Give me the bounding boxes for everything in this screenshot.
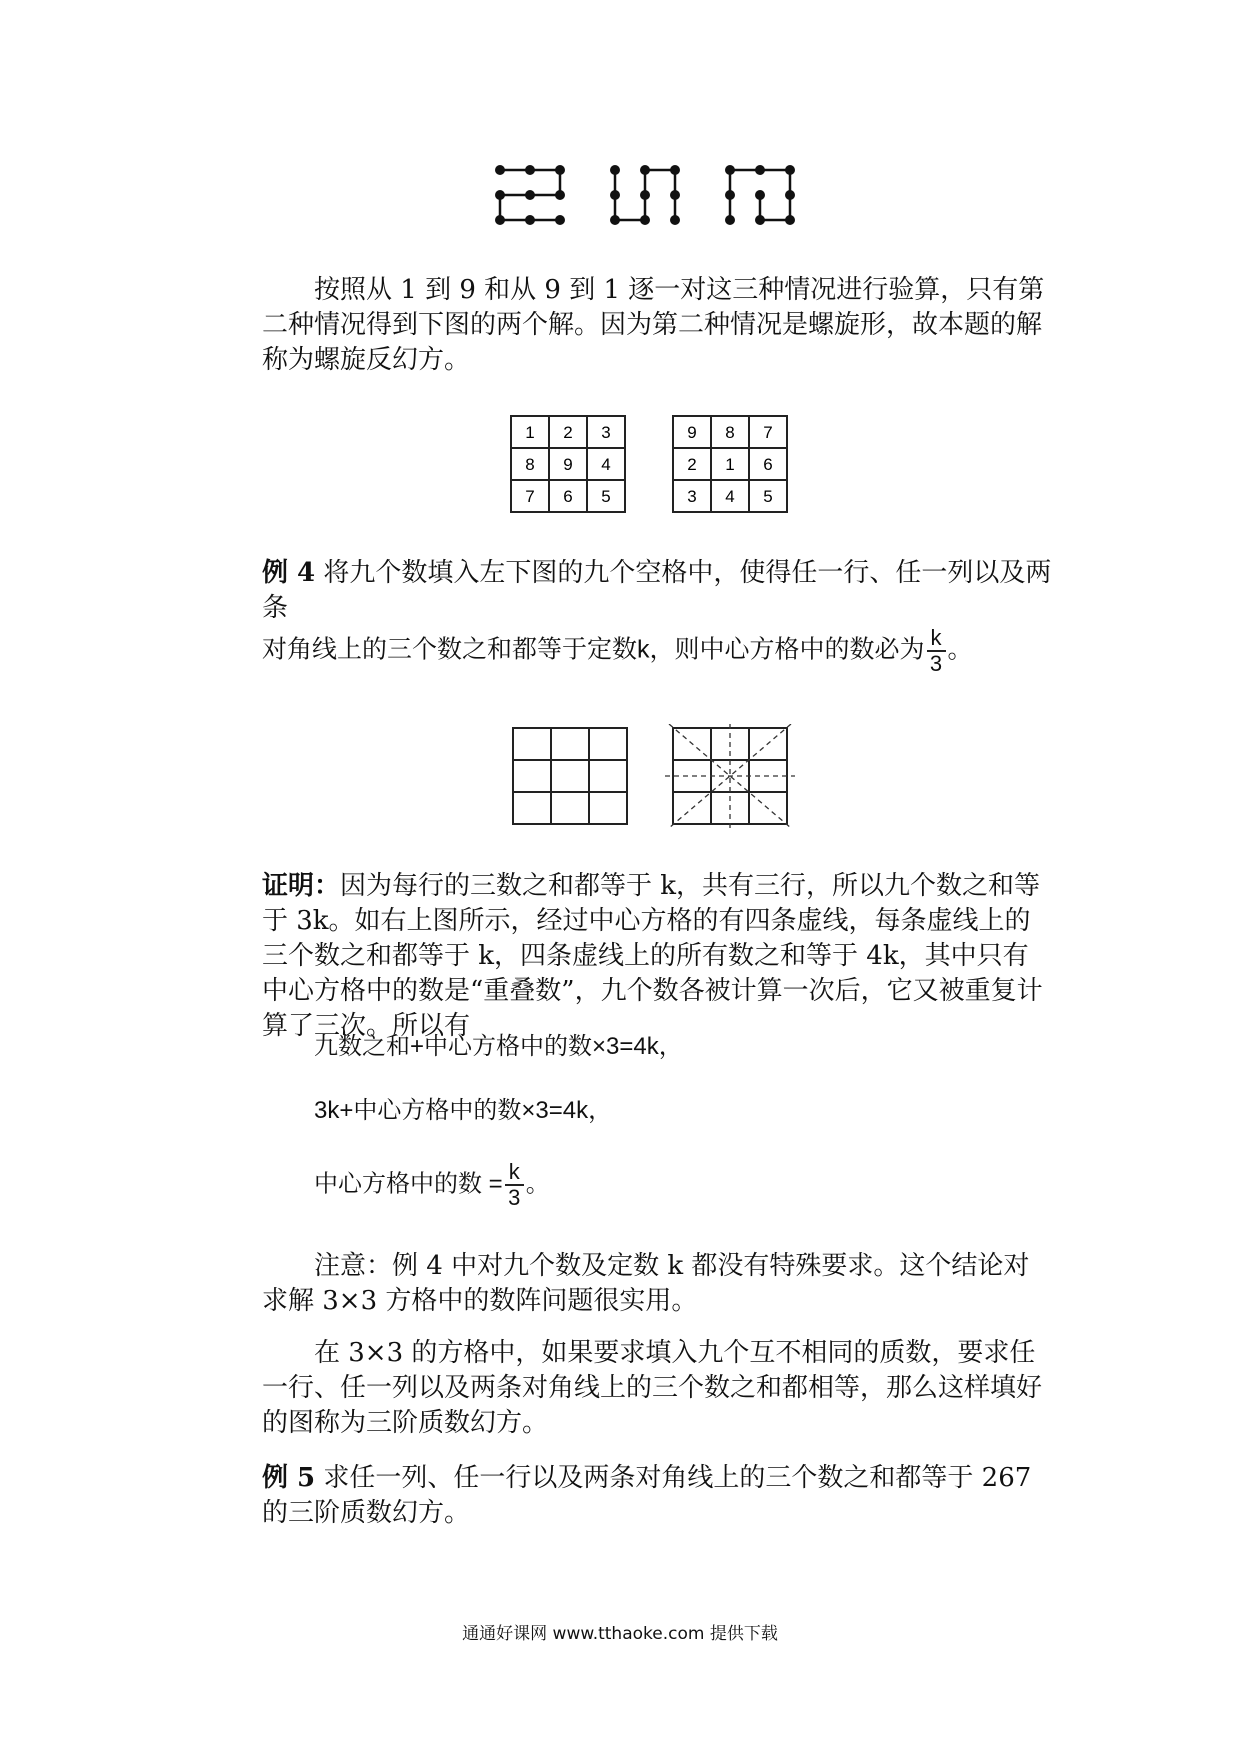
proof-text: 因为每行的三数之和都等于 k，共有三行，所以九个数之和等于 3k。如右上图所示，经过中心方格的有四条虚线，每条虚线上的三个数之和都等于 k，四条虚线上的所有数之和等于 4k，其中只有中心方格中的数是“重叠数”，九个数各被计算一次后，它又被重复计算了三次。所以有 [262, 871, 1043, 1041]
proof-label: 证明： [262, 871, 341, 901]
grid-cell-number: 6 [563, 487, 573, 506]
prime-magic-square-paragraph: 在 3×3 的方格中，如果要求填入九个互不相同的质数，要求任一行、任一列以及两条对角线上的三个数之和都相等，那么这样填好的图称为三阶质数幻方。 [262, 1338, 1043, 1438]
grid-cell-number: 5 [601, 487, 611, 506]
grid-cell-number: 9 [563, 455, 573, 474]
grid-cell-number: 8 [725, 423, 735, 442]
note-paragraph: 注意：例 4 中对九个数及定数 k 都没有特殊要求。这个结论对求解 3×3 方格中的数阵问题很实用。 [262, 1251, 1030, 1316]
grid-cell-number: 1 [725, 455, 735, 474]
example5-paragraph [262, 1461, 1052, 1531]
grid-cell-number: 9 [687, 423, 697, 442]
example4-text1: 将九个数填入左下图的九个空格中，使得任一行、任一列以及两条 [262, 558, 1052, 623]
grid-cell-number: 2 [687, 455, 697, 474]
example4-line2: 对角线上的三个数之和都等于定数k，则中心方格中的数必为 $\frac{k}{3}$ 。 [262, 625, 973, 676]
grid-cell-number: 7 [763, 423, 773, 442]
grid-cell-number: 7 [525, 487, 535, 506]
blank-grid-diagrams [505, 724, 805, 829]
grid-cell-number: 4 [725, 487, 735, 506]
example4-label: 例 4 [262, 558, 316, 588]
proof-paragraph [262, 869, 1052, 1044]
grid-cell-number: 3 [601, 423, 611, 442]
grid-cell-number: 5 [763, 487, 773, 506]
example5-label: 例 5 [262, 1463, 316, 1493]
grid-cell-number: 8 [525, 455, 535, 474]
solution-grids [505, 414, 805, 514]
grid-cell-number: 3 [687, 487, 697, 506]
equation-1: 九数之和+中心方格中的数×3=4k， [314, 1033, 683, 1060]
grid-cell-number: 1 [525, 423, 535, 442]
example4-text2: 对角线上的三个数之和都等于定数k，则中心方格中的数必为 [262, 635, 925, 664]
example4-line1 [262, 556, 1062, 626]
equation-3: 中心方格中的数 = $\frac{k}{3}$ 。 [314, 1159, 550, 1210]
fraction-k-over-3-result: $\frac{k}{3}$ [505, 1160, 524, 1210]
equation-2: 3k+中心方格中的数×3=4k， [314, 1097, 613, 1124]
grid-cell-number: 6 [763, 455, 773, 474]
grid-right [687, 423, 772, 506]
fraction-k-over-3: $\frac{k}{3}$ [927, 626, 946, 676]
dot-path-diagrams [480, 150, 820, 240]
grid-cell-number: 2 [563, 423, 573, 442]
verify-paragraph: 按照从 1 到 9 和从 9 到 1 逐一对这三种情况进行验算，只有第二种情况得到下图的两个解。因为第二种情况是螺旋形，故本题的解称为螺旋反幻方。 [262, 275, 1045, 375]
grid-left [525, 423, 610, 506]
grid-cell-number: 4 [601, 455, 611, 474]
footer: 通通好课网 www.tthaoke.com 提供下载 [462, 1624, 778, 1644]
example5-text: 求任一列、任一行以及两条对角线上的三个数之和都等于 267 的三阶质数幻方。 [262, 1463, 1032, 1528]
